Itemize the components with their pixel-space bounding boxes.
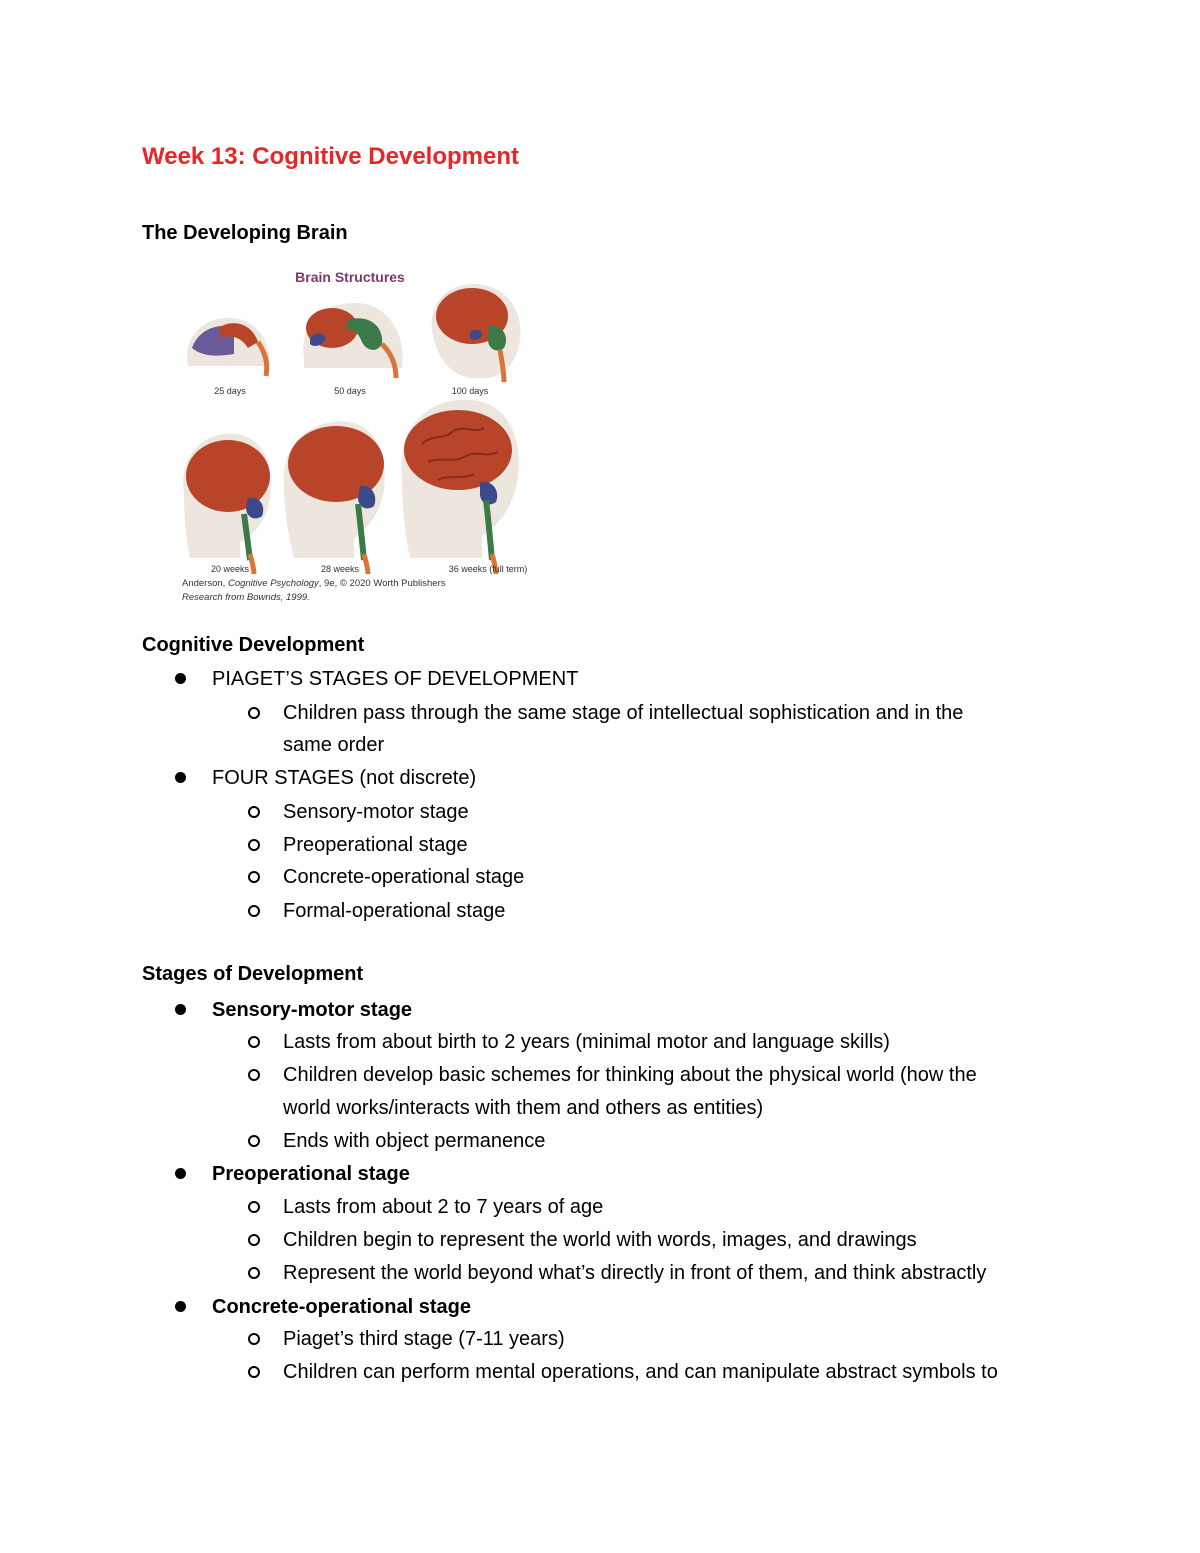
sub-item-basic-schemes-line2: world works/interacts with them and others as entities)	[283, 1097, 764, 1119]
sub-bullet-ring	[248, 1069, 260, 1081]
figure-research-credit: Research from Bownds, 1999.	[182, 592, 310, 603]
label-28-weeks: 28 weeks	[320, 564, 360, 574]
list-item-piaget-stages: PIAGET’S STAGES OF DEVELOPMENT	[212, 668, 579, 690]
section-heading-stages-of-development: Stages of Development	[142, 963, 364, 985]
figure-credit: Anderson, Cognitive Psychology, 9e, © 2020 Worth Publishers	[182, 578, 446, 589]
label-25-days: 25 days	[214, 386, 246, 396]
sub-bullet-ring	[248, 871, 260, 883]
fetus-36-weeks	[402, 400, 519, 574]
sub-bullet-ring	[248, 905, 260, 917]
label-100-days: 100 days	[451, 386, 489, 396]
embryo-50-days	[303, 303, 402, 378]
fetus-20-weeks	[183, 434, 271, 574]
bullet-dot	[175, 1004, 186, 1015]
sub-item-birth-to-2: Lasts from about birth to 2 years (minimal motor and language skills)	[283, 1031, 890, 1053]
page-title: Week 13: Cognitive Development	[142, 143, 519, 170]
fetus-28-weeks	[284, 422, 385, 574]
brain-structures-figure	[170, 258, 560, 608]
section-heading-cognitive-development: Cognitive Development	[142, 634, 365, 656]
stage-preoperational: Preoperational stage	[212, 1163, 410, 1185]
sub-item-object-permanence: Ends with object permanence	[283, 1130, 546, 1152]
sub-item-same-stage-line1: Children pass through the same stage of intellectual sophistication and in the	[283, 702, 964, 724]
sub-bullet-ring	[248, 839, 260, 851]
sub-bullet-ring	[248, 806, 260, 818]
sub-bullet-ring	[248, 707, 260, 719]
sub-item-mental-operations: Children can perform mental operations, and can manipulate abstract symbols to	[283, 1361, 998, 1383]
figure-title: Brain Structures	[295, 269, 405, 285]
label-50-days: 50 days	[334, 386, 366, 396]
sub-item-preoperational: Preoperational stage	[283, 834, 468, 856]
sub-bullet-ring	[248, 1234, 260, 1246]
label-36-weeks: 36 weeks (full term)	[448, 564, 528, 574]
sub-bullet-ring	[248, 1135, 260, 1147]
sub-bullet-ring	[248, 1333, 260, 1345]
sub-bullet-ring	[248, 1036, 260, 1048]
sub-item-sensory-motor: Sensory-motor stage	[283, 801, 469, 823]
label-20-weeks: 20 weeks	[210, 564, 250, 574]
bullet-dot	[175, 1301, 186, 1312]
embryo-25-days	[187, 318, 270, 376]
sub-item-think-abstractly: Represent the world beyond what’s directly in front of them, and think abstractly	[283, 1262, 987, 1284]
bullet-dot	[175, 673, 186, 684]
stage-sensory-motor: Sensory-motor stage	[212, 999, 413, 1021]
section-heading-developing-brain: The Developing Brain	[142, 222, 348, 244]
bullet-dot	[175, 772, 186, 783]
sub-item-concrete-operational: Concrete-operational stage	[283, 866, 525, 888]
sub-bullet-ring	[248, 1201, 260, 1213]
sub-bullet-ring	[248, 1366, 260, 1378]
sub-item-third-stage: Piaget’s third stage (7-11 years)	[283, 1328, 565, 1350]
sub-item-same-stage-line2: same order	[283, 734, 385, 756]
sub-item-2-to-7: Lasts from about 2 to 7 years of age	[283, 1196, 604, 1218]
bullet-dot	[175, 1168, 186, 1179]
stage-concrete-operational: Concrete-operational stage	[212, 1296, 471, 1318]
sub-item-represent-world: Children begin to represent the world with words, images, and drawings	[283, 1229, 917, 1251]
fetus-100-days	[432, 284, 521, 382]
sub-item-formal-operational: Formal-operational stage	[283, 900, 506, 922]
sub-item-basic-schemes-line1: Children develop basic schemes for thinking about the physical world (how the	[283, 1064, 977, 1086]
sub-bullet-ring	[248, 1267, 260, 1279]
list-item-four-stages: FOUR STAGES (not discrete)	[212, 767, 477, 789]
